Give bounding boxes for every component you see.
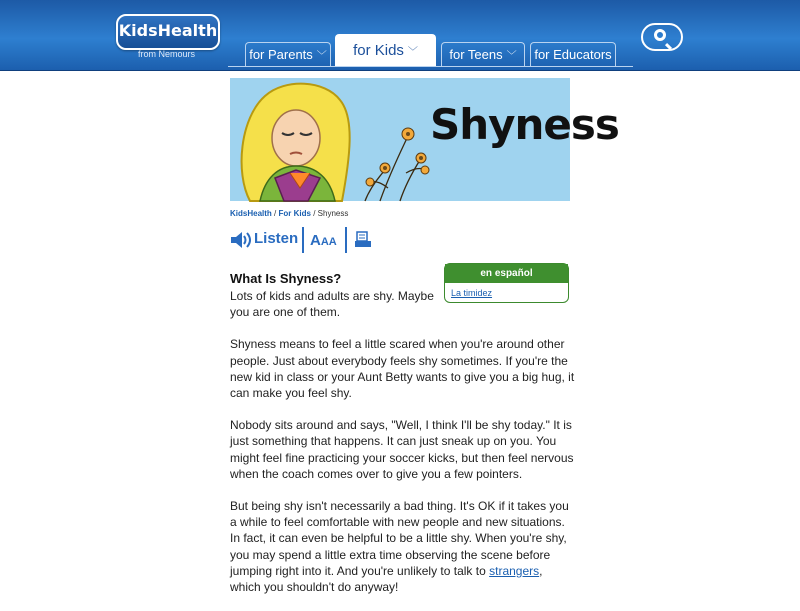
logo-subtitle: from Nemours [138,49,196,59]
espanol-link[interactable]: La timidez [451,288,493,298]
speaker-icon[interactable] [230,231,252,249]
strangers-link[interactable]: strangers [489,563,540,578]
chevron-down-icon: ﹀ [506,51,517,62]
text-size-icon[interactable]: AAA [310,232,337,249]
chevron-down-icon: ﹀ [407,47,418,58]
paragraph-text: , which you shouldn't do anyway! [230,563,543,595]
hero-banner [230,78,619,201]
toolbar-divider [345,227,347,253]
hero-title: Shyness [430,100,619,149]
tab-for-parents[interactable] [245,42,331,66]
tab-label: for Teens [449,47,503,62]
kidshealth-logo[interactable] [116,14,220,50]
article-paragraph: Nobody sits around and says, "Well, I think I'll be shy today." It is just something that happens. It can just sneak up on you. You might feel fine practicing your soccer kicks, but then feel nervous when the coach comes over to give you a few pointers. [230,418,574,481]
toolbar-divider [302,227,304,253]
tab-label: for Kids [353,42,404,59]
tab-label: for Educators [534,47,612,62]
tab-for-teens[interactable] [441,42,525,66]
breadcrumb-separator: / [274,209,277,218]
nav-divider [228,66,633,67]
breadcrumb-link-for-kids[interactable]: For Kids [278,209,311,218]
breadcrumb-current: Shyness [317,209,349,218]
paragraph-text: But being shy isn't necessarily a bad thing. It's OK if it takes you a while to feel comfortable with new people and new situations. In fact, it can even be helpful to be a little shy. When you're shy, you may spend a little extra time observing the scene before jumping right into it. And you're unlikely to talk to [230,499,569,578]
logo-text: KidsHealth [118,21,218,40]
article-paragraph [230,498,575,595]
article-toolbar [230,227,380,253]
tab-for-kids[interactable] [335,34,436,66]
tab-for-educators[interactable] [530,42,616,66]
tab-label: for Parents [249,47,313,62]
article-body [230,270,575,611]
search-icon [654,29,666,41]
breadcrumb-separator: / [313,209,316,218]
breadcrumb-link-kidshealth[interactable]: KidsHealth [230,209,272,218]
breadcrumb [230,209,348,218]
chevron-down-icon: ﹀ [316,51,327,62]
listen-button[interactable]: Listen [254,230,299,247]
print-icon[interactable] [354,231,372,249]
search-button[interactable] [641,23,683,51]
site-header [0,0,800,71]
espanol-heading: en español [445,264,568,283]
article-paragraph: Shyness means to feel a little scared when you're around other people. Just about everybody feels shy sometimes. If you're the new kid in class or your Aunt Betty wants to give you a big hug, it can make you feel shy. [230,337,575,401]
article-paragraph: Lots of kids and adults are shy. Maybe you are one of them. [230,289,434,320]
article-heading: What Is Shyness? [230,271,342,286]
